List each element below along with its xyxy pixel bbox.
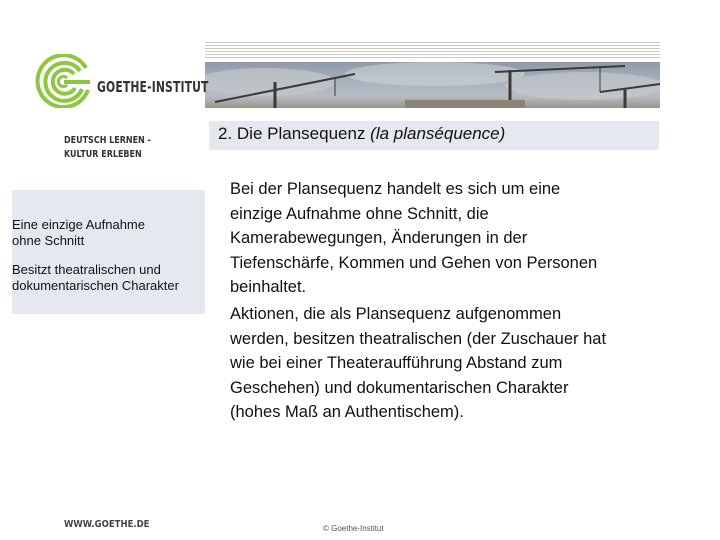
footer-copyright: © Goethe-Institut [323,524,384,533]
goethe-logo-icon [34,54,94,108]
header-photo-cranes [205,62,660,108]
sidebar-panel [12,190,205,314]
footer-url: WWW.GOETHE.DE [64,519,150,530]
sidebar-item-character: Besitzt theatralischen und dokumentarischen Charakter [12,262,179,293]
tagline-line-1: DEUTSCH LERNEN - [64,135,151,146]
tagline [64,134,151,162]
title-bar [209,121,659,150]
paragraph-actions: Aktionen, die als Plansequenz aufgenommen werden, besitzen theatralischen (der Zuschauer hat wie bei einer Theateraufführung Abstand zum Geschehen) und dokumentarischen Charakter (hohes Maß an Authentischem). [230,305,607,421]
goethe-logo [34,54,209,108]
header-rule-lines [205,42,660,62]
tagline-line-2: KULTUR ERLEBEN [64,149,142,160]
slide-title-italic: (la planséquence) [370,124,506,143]
slide-title-main: 2. Die Plansequenz [218,124,371,143]
paragraph-definition: Bei der Plansequenz handelt es sich um eine einzige Aufnahme ohne Schnitt, die Kamerabewegungen, Änderungen in der Tiefenschärfe, Kommen und Gehen von Personen beinhaltet. [230,180,598,296]
sidebar-item-single-take: Eine einzige Aufnahme ohne Schnitt [12,217,145,248]
slide-title [218,124,505,144]
logo-wordmark: GOETHE-INSTITUT [97,78,209,96]
